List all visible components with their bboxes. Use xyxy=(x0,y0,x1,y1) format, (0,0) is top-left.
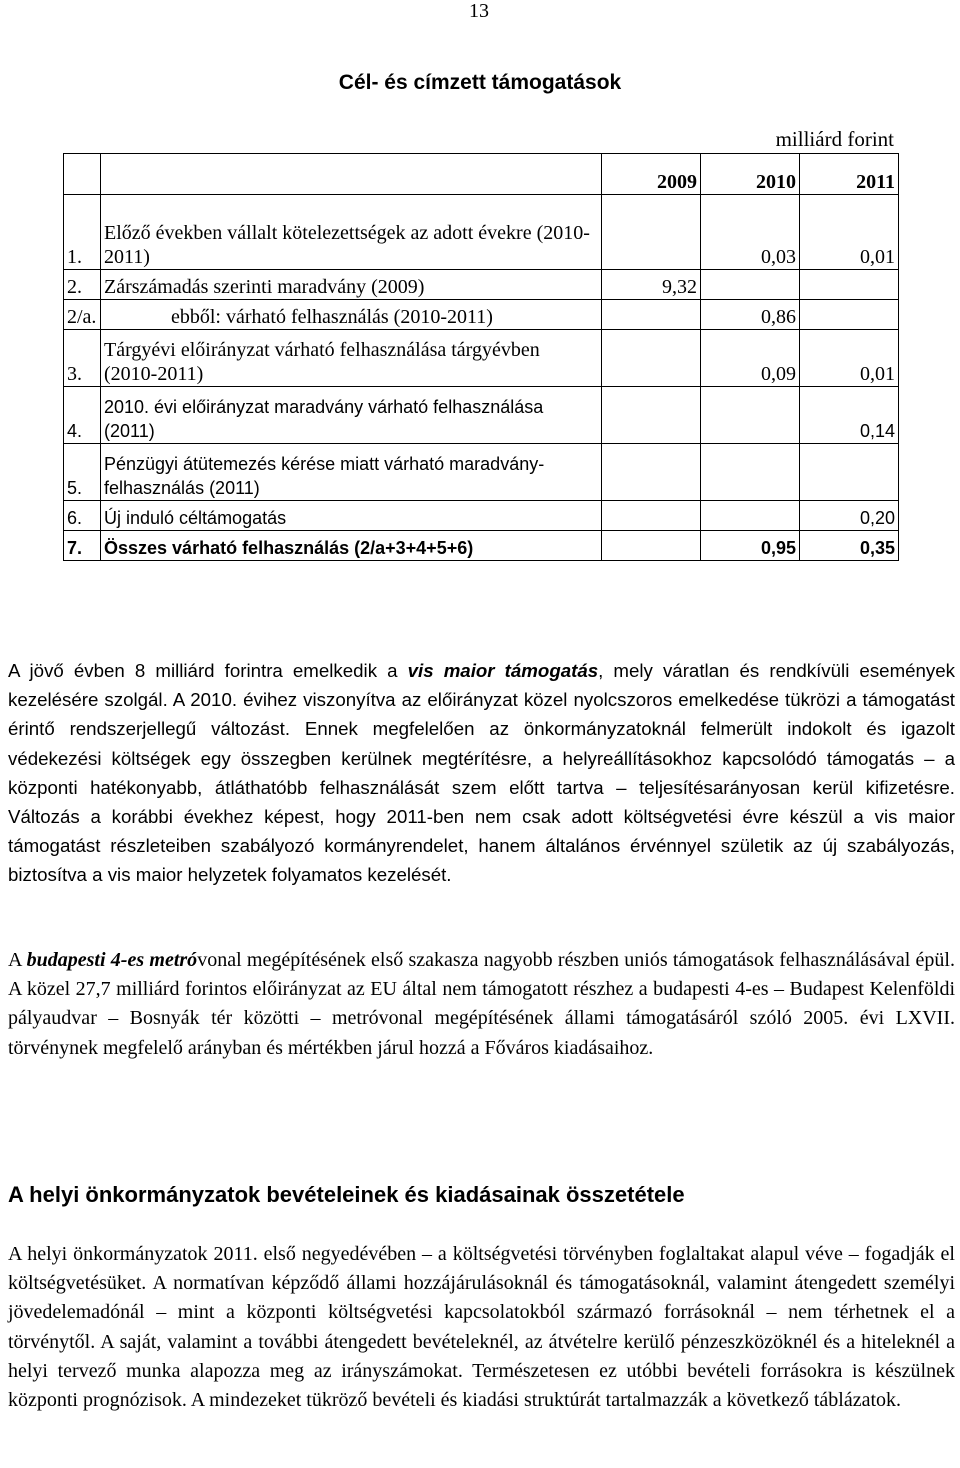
value-2009 xyxy=(602,330,701,387)
row-label: ebből: várható felhasználás (2010-2011) xyxy=(101,300,602,330)
table-row xyxy=(64,330,899,387)
value-2009 xyxy=(602,300,701,330)
row-number: 1. xyxy=(64,195,101,270)
unit-label: milliárd forint xyxy=(775,127,894,151)
header-2011: 2011 xyxy=(800,154,899,195)
paragraph-text: A jövő évben 8 milliárd forintra emelkedik a xyxy=(8,660,408,681)
value-2011: 0,01 xyxy=(800,195,899,270)
emphasis-vis-maior: vis maior támogatás xyxy=(407,660,599,681)
value-2010: 0,95 xyxy=(701,531,800,561)
value-2010: 0,03 xyxy=(701,195,800,270)
value-2011 xyxy=(800,444,899,501)
header-2010: 2010 xyxy=(701,154,800,195)
row-label: Összes várható felhasználás (2/a+3+4+5+6) xyxy=(101,531,602,561)
row-number: 6. xyxy=(64,501,101,531)
row-number: 2. xyxy=(64,270,101,300)
value-2011 xyxy=(800,270,899,300)
value-2010: 0,09 xyxy=(701,330,800,387)
value-2011: 0,20 xyxy=(800,501,899,531)
row-number: 4. xyxy=(64,387,101,444)
metro-paragraph xyxy=(8,946,955,1063)
value-2011: 0,14 xyxy=(800,387,899,444)
table-row xyxy=(64,270,899,300)
paragraph-text: , mely váratlan és rendkívüli események kezelésére szolgál. A 2010. évihez viszonyítva az előirányzat közel nyolcszoros emelkedése tükrözi a támogatást érintő rendszerjellegű változást. Ennek megfelelően az önkormányzatoknál felmerült indokolt és igazolt védekezési költségek egy összegben kerülnek megtérítésre, a helyreállításokhoz kapcsolódó támogatás – a központi hatékonyabb, átláthatóbb felhasználását szem előtt tartva – teljesítésarányosan kerül kifizetésre. Változás a korábbi évekhez képest, hogy 2011-ben nem csak adott költségvetési évre készül a vis maior támogatást részleteiben szabályozó kormányrendelet, hanem általános érvénnyel születik az új szabályozás, biztosítva a vis maior helyzetek folyamatos kezelését. xyxy=(8,660,955,886)
row-number: 2/a. xyxy=(64,300,101,330)
section-title: Cél- és címzett támogatások xyxy=(338,71,622,94)
row-number: 5. xyxy=(64,444,101,501)
value-2010 xyxy=(701,387,800,444)
paragraph-text: vonal megépítésének első szakasza nagyobb részben uniós támogatások felhasználásával épül. A közel 27,7 milliárd forintos előirányzat az EU által nem támogatott részhez a budapesti 4-es – Budapest Kelenföldi pályaudvar – Bosnyák tér közötti – metróvonal megépítésének állami támogatásáról szóló 2005. évi LXVII. törvénynek megfelelő arányban és mértékben járul hozzá a Főváros kiadásaihoz. xyxy=(8,949,955,1059)
value-2011: 0,35 xyxy=(800,531,899,561)
value-2009: 9,32 xyxy=(602,270,701,300)
value-2009 xyxy=(602,501,701,531)
row-label: Pénzügyi átütemezés kérése miatt várható maradvány-felhasználás (2011) xyxy=(101,444,602,501)
value-2010 xyxy=(701,444,800,501)
value-2009 xyxy=(602,531,701,561)
header-empty-cell xyxy=(101,154,602,195)
value-2009 xyxy=(602,444,701,501)
value-2010: 0,86 xyxy=(701,300,800,330)
table-row xyxy=(64,444,899,501)
row-label: Új induló céltámogatás xyxy=(101,501,602,531)
value-2011 xyxy=(800,300,899,330)
emphasis-metro: budapesti 4-es metró xyxy=(26,949,198,971)
row-label: Előző években vállalt kötelezettségek az adott évekre (2010-2011) xyxy=(101,195,602,270)
header-empty-cell xyxy=(64,154,101,195)
budget-table xyxy=(63,153,899,561)
page-number: 13 xyxy=(469,0,489,22)
row-number: 3. xyxy=(64,330,101,387)
header-2009: 2009 xyxy=(602,154,701,195)
table-header-row xyxy=(64,154,899,195)
section-heading: A helyi önkormányzatok bevételeinek és kiadásainak összetétele xyxy=(8,1182,685,1207)
paragraph-text: A xyxy=(8,949,27,971)
value-2010 xyxy=(701,270,800,300)
table-row-total xyxy=(64,531,899,561)
table-row xyxy=(64,501,899,531)
row-label: 2010. évi előirányzat maradvány várható felhasználása (2011) xyxy=(101,387,602,444)
value-2010 xyxy=(701,501,800,531)
row-label: Tárgyévi előirányzat várható felhasználása tárgyévben (2010-2011) xyxy=(101,330,602,387)
table-row xyxy=(64,195,899,270)
row-number: 7. xyxy=(64,531,101,561)
vis-maior-paragraph xyxy=(8,656,955,890)
table-row xyxy=(64,300,899,330)
value-2009 xyxy=(602,195,701,270)
value-2009 xyxy=(602,387,701,444)
local-government-paragraph: A helyi önkormányzatok 2011. első negyedévében – a költségvetési törvényben foglaltakat alapul véve – fogadják el költségvetésüket. A normatívan képződő állami hozzájárulásoknál és támogatásoknál, valamint átengedett személyi jövedelemadónál – mint a központi költségvetési kapcsolatokból származó forrásoknál – nem térhetnek el a törvénytől. A saját, valamint a további átengedett bevételeknél, az átvételre kerülő pénzeszközöknél és a hiteleknél a helyi tervező munka alapozza meg az irányszámokat. Természetesen ez utóbbi bevételi forrásokra is készülnek központi prognózisok. A mindezeket tükröző bevételi és kiadási struktúrát tartalmazzák a következő táblázatok. xyxy=(8,1243,955,1412)
value-2011: 0,01 xyxy=(800,330,899,387)
table-row xyxy=(64,387,899,444)
row-label: Zárszámadás szerinti maradvány (2009) xyxy=(101,270,602,300)
